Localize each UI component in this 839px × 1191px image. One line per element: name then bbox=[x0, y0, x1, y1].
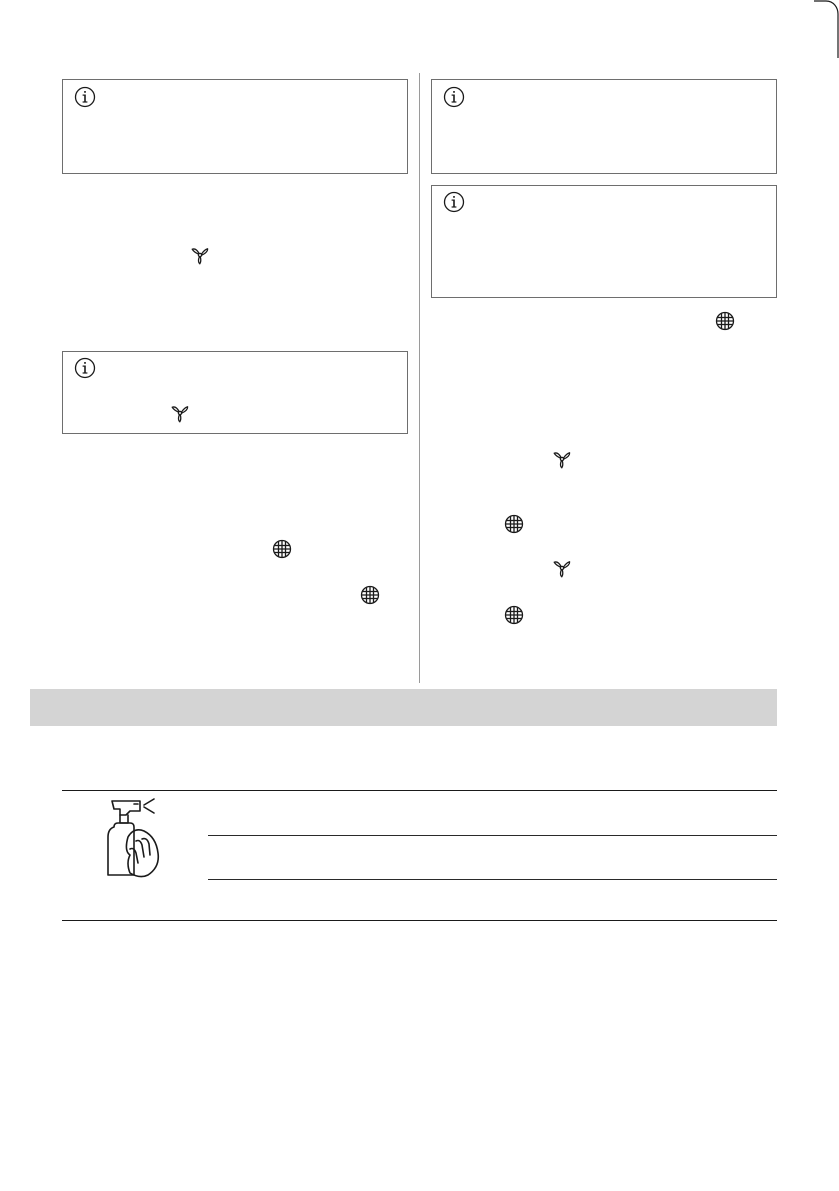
table-bottom-rule bbox=[62, 920, 777, 921]
info-box-left-2 bbox=[62, 351, 408, 434]
table-top-rule bbox=[62, 790, 777, 791]
spray-cleaning-icon bbox=[100, 797, 162, 879]
info-box-right-1 bbox=[431, 79, 777, 174]
info-icon bbox=[443, 86, 465, 108]
grease-filter-icon bbox=[360, 585, 380, 605]
grease-filter-icon bbox=[504, 514, 524, 534]
section-header-bar bbox=[30, 689, 777, 726]
grease-filter-icon bbox=[504, 605, 524, 625]
fan-icon bbox=[190, 245, 210, 265]
page-curl-decoration bbox=[814, 0, 839, 60]
grease-filter-icon bbox=[272, 539, 292, 559]
grease-filter-icon bbox=[715, 311, 735, 331]
info-icon bbox=[443, 191, 465, 213]
info-box-right-2 bbox=[431, 185, 777, 298]
table-row-rule bbox=[208, 835, 777, 836]
table-row-rule bbox=[208, 879, 777, 880]
info-icon bbox=[74, 86, 96, 108]
info-box-left-1 bbox=[62, 79, 408, 174]
fan-icon bbox=[552, 449, 572, 469]
fan-icon bbox=[170, 403, 190, 423]
fan-icon bbox=[552, 558, 572, 578]
column-divider bbox=[419, 73, 420, 683]
info-icon bbox=[74, 357, 96, 379]
